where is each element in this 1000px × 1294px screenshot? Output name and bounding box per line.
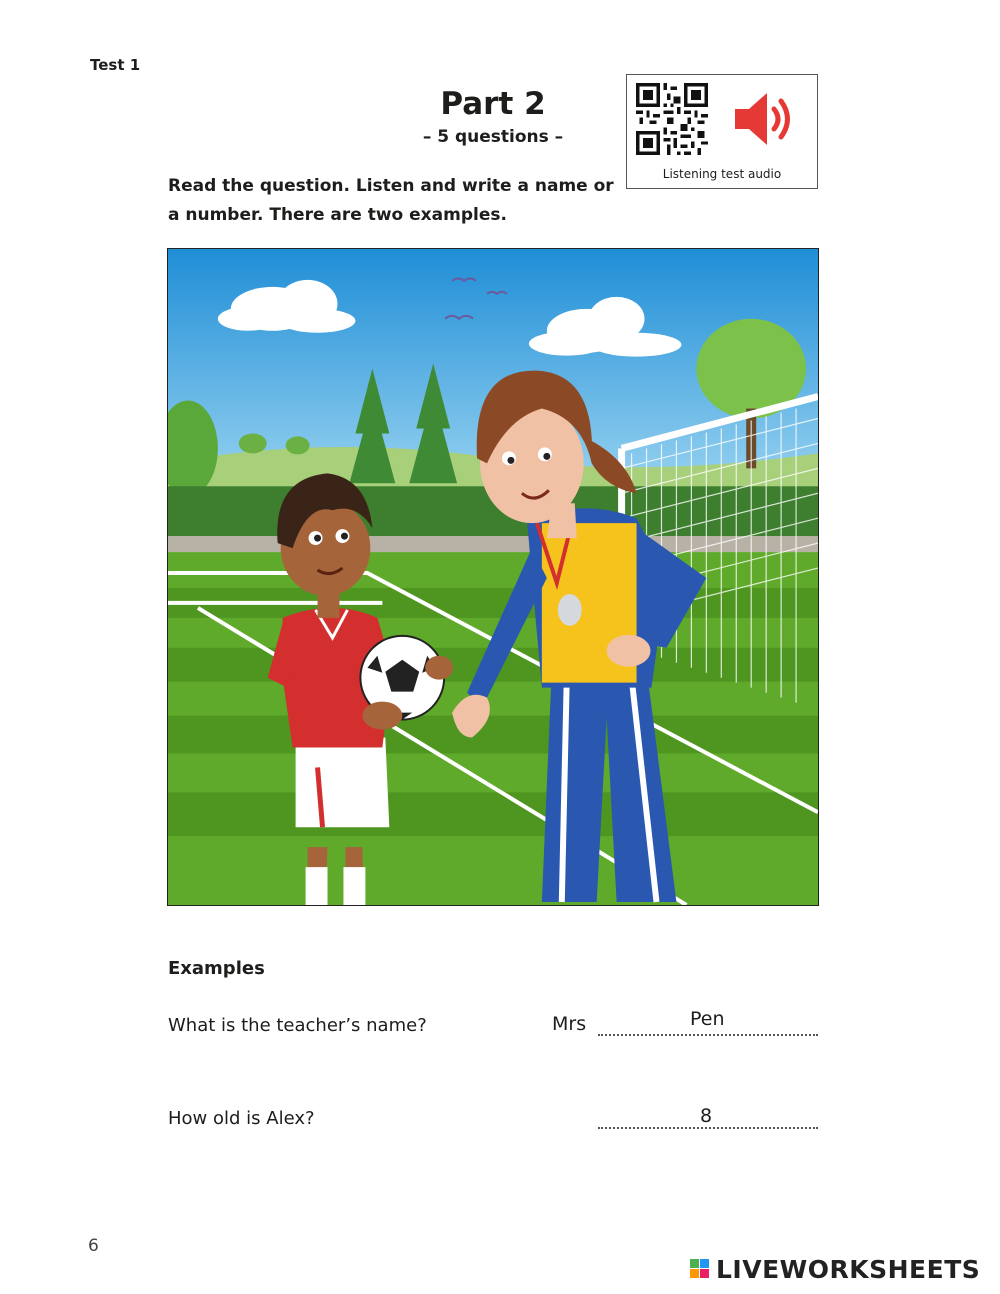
part-title: Part 2 bbox=[440, 86, 546, 122]
audio-caption: Listening test audio bbox=[662, 167, 782, 181]
liveworksheets-brand: LIVEWORKSHEETS bbox=[716, 1255, 981, 1284]
answer-line-1 bbox=[598, 1034, 818, 1036]
page-number: 6 bbox=[88, 1236, 99, 1256]
answer-line-2 bbox=[598, 1127, 818, 1129]
qr-code-icon[interactable] bbox=[636, 83, 708, 155]
example-question-2: How old is Alex? bbox=[168, 1108, 315, 1129]
test-label: Test 1 bbox=[90, 56, 141, 74]
examples-heading: Examples bbox=[168, 958, 265, 979]
liveworksheets-mark-icon bbox=[690, 1259, 710, 1279]
liveworksheets-logo[interactable] bbox=[690, 1254, 990, 1286]
answer-prefix-1: Mrs bbox=[552, 1013, 587, 1035]
speaker-icon[interactable] bbox=[731, 87, 797, 151]
instruction-text: Read the question. Listen and write a name or a number. There are two examples. bbox=[168, 176, 614, 225]
part-subtitle: – 5 questions – bbox=[422, 127, 564, 147]
example-question-1: What is the teacher’s name? bbox=[168, 1015, 427, 1036]
listening-audio-box[interactable] bbox=[626, 74, 818, 189]
example-answer-2: 8 bbox=[700, 1105, 713, 1127]
example-answer-1: Pen bbox=[690, 1008, 725, 1030]
football-scene-illustration bbox=[167, 248, 819, 906]
